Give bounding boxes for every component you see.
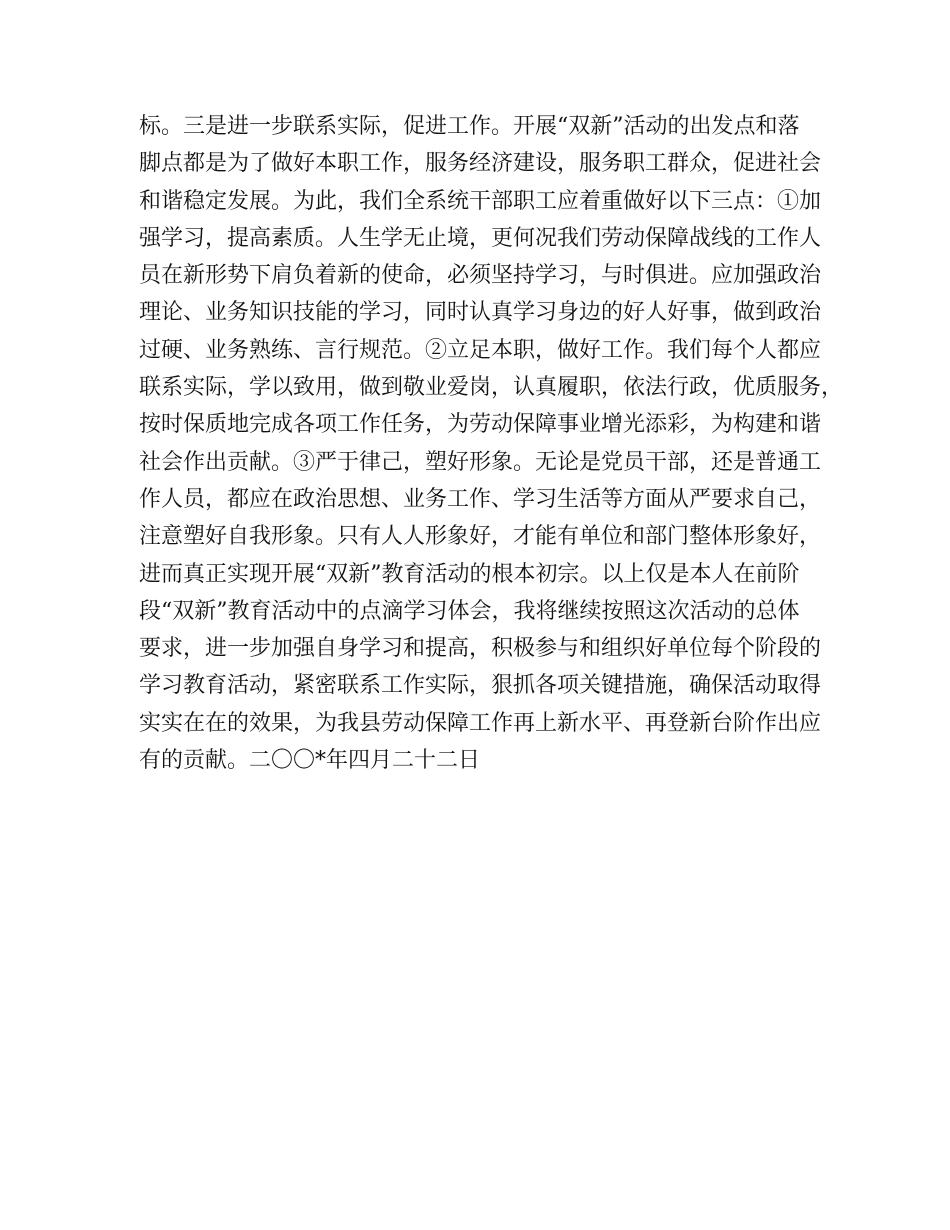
body-text (139, 108, 844, 779)
date-line: 有的贡献。二〇〇*年四月二十二日 (139, 748, 481, 774)
text-line: 作人员，都应在政治思想、业务工作、学习生活等方面从严要求自己， (139, 486, 822, 512)
text-line: 强学习，提高素质。人生学无止境，更何况我们劳动保障战线的工作人 (139, 225, 822, 251)
text-line: 进而真正实现开展“双新”教育活动的根本初宗。以上仅是本人在前阶 (139, 561, 800, 587)
text-line: 段“双新”教育活动中的点滴学习体会，我将继续按照这次活动的总体 (139, 598, 800, 624)
text-line: 过硬、业务熟练、言行规范。②立足本职，做好工作。我们每个人都应 (139, 337, 822, 363)
text-line: 注意塑好自我形象。只有人人形象好，才能有单位和部门整体形象好， (139, 524, 822, 550)
text-line: 按时保质地完成各项工作任务，为劳动保障事业增光添彩，为构建和谐 (139, 412, 822, 438)
text-line: 标。三是进一步联系实际，促进工作。开展“双新”活动的出发点和落 (139, 114, 800, 139)
text-line: 员在新形势下肩负着新的使命，必须坚持学习，与时俱进。应加强政治 (139, 263, 822, 289)
text-line: 要求，进一步加强自身学习和提高，积极参与和组织好单位每个阶段的 (139, 636, 822, 662)
text-line: 联系实际，学以致用，做到敬业爱岗，认真履职，依法行政，优质服务， (139, 375, 844, 401)
text-line: 实实在在的效果，为我县劳动保障工作再上新水平、再登新台阶作出应 (139, 710, 822, 736)
text-line: 学习教育活动，紧密联系工作实际，狠抓各项关键措施，确保活动取得 (139, 673, 822, 699)
text-line: 和谐稳定发展。为此，我们全系统干部职工应着重做好以下三点：①加 (139, 188, 822, 214)
text-line: 社会作出贡献。③严于律己，塑好形象。无论是党员干部，还是普通工 (139, 449, 822, 475)
text-line: 理论、业务知识技能的学习，同时认真学习身边的好人好事，做到政治 (139, 300, 822, 326)
text-line: 脚点都是为了做好本职工作，服务经济建设，服务职工群众，促进社会 (139, 151, 822, 177)
